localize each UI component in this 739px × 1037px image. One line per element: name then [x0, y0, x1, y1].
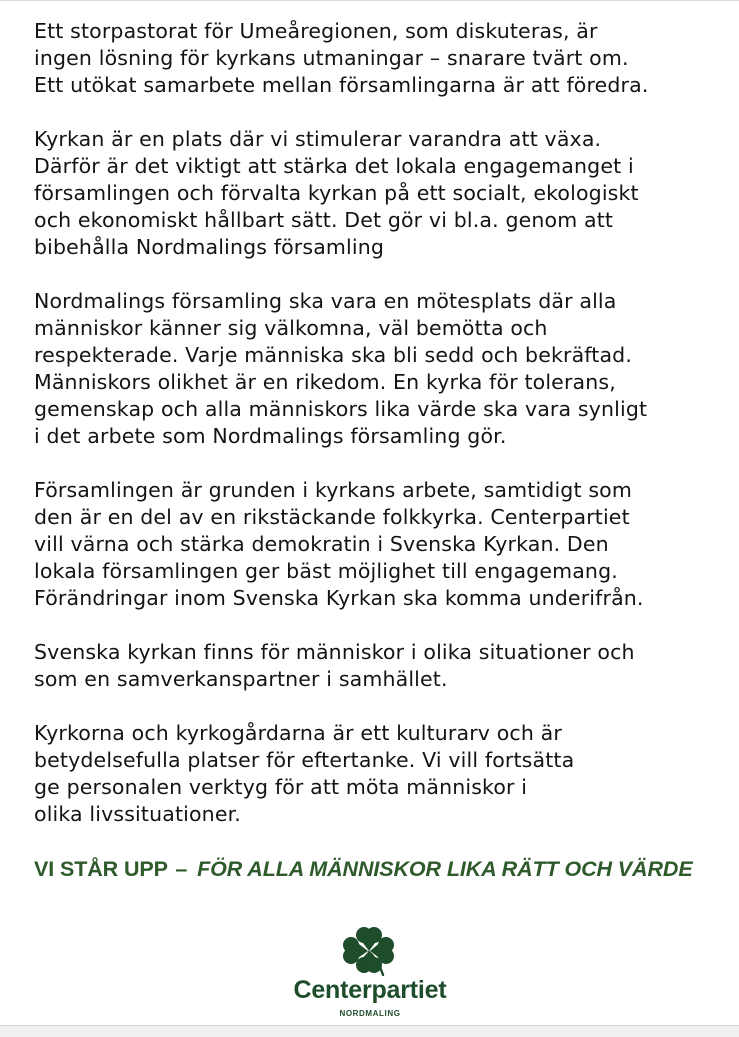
bottom-scroll-edge	[0, 1025, 739, 1037]
text-line: Församlingen är grunden i kyrkans arbete, samtidigt som	[34, 478, 632, 502]
text-line: och ekonomiskt hållbart sätt. Det gör vi bl.a. genom att	[34, 208, 614, 232]
paragraph-society	[34, 639, 724, 693]
text-line: Nordmalings församling ska vara en mötesplats där alla	[34, 289, 617, 313]
slogan-tail: FÖR ALLA MÄNNISKOR LIKA RÄTT OCH VÄRDE	[197, 857, 693, 881]
text-line: den är en del av en rikstäckande folkkyrka. Centerpartiet	[34, 505, 630, 529]
text-line: Ett utökat samarbete mellan församlingarna är att föredra.	[34, 73, 649, 97]
text-line: Ett storpastorat för Umeåregionen, som diskuteras, är	[34, 19, 598, 43]
logo-subtitle: NORDMALING	[339, 1009, 401, 1018]
four-leaf-clover-icon	[340, 924, 400, 976]
text-line: olika livssituationer.	[34, 802, 241, 826]
text-line: bibehålla Nordmalings församling	[34, 235, 385, 259]
text-line: respekterade. Varje människa ska bli sedd och bekräftad.	[34, 343, 633, 367]
paragraph-meeting-place	[34, 288, 724, 450]
text-line: gemenskap och alla människors lika värde ska vara synligt	[34, 397, 648, 421]
text-line: som en samverkanspartner i samhället.	[34, 667, 448, 691]
centerpartiet-logo	[255, 924, 485, 1018]
text-line: människor känner sig välkomna, väl bemötta och	[34, 316, 548, 340]
paragraph-heritage	[34, 720, 724, 828]
text-line: betydelsefulla platser för eftertanke. Vi vill fortsätta	[34, 748, 575, 772]
text-line: ge personalen verktyg för att möta människor i	[34, 775, 528, 799]
text-line: Svenska kyrkan finns för människor i olika situationer och	[34, 640, 635, 664]
text-line: Förändringar inom Svenska Kyrkan ska komma underifrån.	[34, 586, 644, 610]
text-line: vill värna och stärka demokratin i Svenska Kyrkan. Den	[34, 532, 609, 556]
text-line: ingen lösning för kyrkans utmaningar – snarare tvärt om.	[34, 46, 629, 70]
text-line: Kyrkorna och kyrkogårdarna är ett kulturarv och är	[34, 721, 562, 745]
text-line: lokala församlingen ger bäst möjlighet till engagemang.	[34, 559, 618, 583]
slogan	[34, 855, 724, 883]
paragraph-democracy	[34, 477, 724, 612]
text-line: Människors olikhet är en rikedom. En kyrka för tolerans,	[34, 370, 616, 394]
text-line: i det arbete som Nordmalings församling gör.	[34, 424, 507, 448]
document-body	[34, 18, 724, 883]
text-line: Därför är det viktigt att stärka det lokala engagemanget i	[34, 154, 634, 178]
paragraph-storpastorat	[34, 18, 724, 99]
text-line: församlingen och förvalta kyrkan på ett socialt, ekologiskt	[34, 181, 639, 205]
top-divider	[0, 0, 739, 1]
logo-wordmark: Centerpartiet	[293, 976, 447, 1004]
slogan-dash: –	[175, 857, 188, 881]
paragraph-engagement	[34, 126, 724, 261]
slogan-lead: VI STÅR UPP	[34, 857, 168, 881]
text-line: Kyrkan är en plats där vi stimulerar varandra att växa.	[34, 127, 602, 151]
